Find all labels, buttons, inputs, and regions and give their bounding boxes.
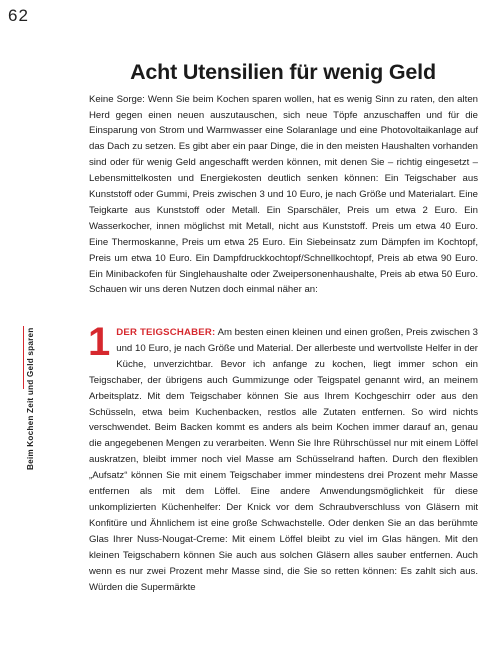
page-title: Acht Utensilien für wenig Geld <box>130 60 436 85</box>
section-keyword: DER TEIGSCHABER: <box>116 327 216 338</box>
side-accent-rule <box>23 326 24 389</box>
intro-paragraph: Keine Sorge: Wenn Sie beim Kochen sparen wollen, hat es wenig Sinn zu raten, den alten Herd gegen einen neuen auszutauschen, sich neue Töpfe anzuschaffen und für die Einsparung von Strom und Warmwasser eine Solaranlage und eine Photovoltaikanlage auf das Dach zu setzen. Es gibt aber ein paar Dinge, die in den meisten Haushalten vorhanden sind oder für wenig Geld angeschafft werden können, mit denen Sie – richtig eingesetzt – Lebensmittelkosten und Energiekosten deutlich senken können: Ein Teigschaber aus Kunststoff oder Gummi, Preis zwischen 3 und 10 Euro, je nach Größe und Materialart. Eine Teigkarte aus Kunststoff oder Metall. Ein Sparschäler, Preis um etwa 2 Euro. Ein Wasserkocher, innen möglichst mit Metall, nicht aus Kunststoff. Preis um etwa 40 Euro. Eine Thermoskanne, Preis um etwa 25 Euro. Ein Siebeinsatz zum Dämpfen im Kochtopf, Preis um etwa 10 Euro. Ein Dampfdruckkochtopf/Schnellkochtopf, Preis ab etwa 90 Euro. Ein Minibackofen für Singlehaushalte oder Zweipersonenhaushalte, Preis ab etwa 50 Euro. Schauen wir uns deren Nutzen doch einmal näher an: <box>89 93 478 296</box>
page-number: 62 <box>8 6 29 25</box>
chapter-side-label: Beim Kochen Zeit und Geld sparen <box>26 327 35 470</box>
section-number-dropcap: 1 <box>88 320 111 364</box>
section-text: Am besten einen kleinen und einen großen, Preis zwischen 3 und 10 Euro, je nach Größe und Material. Der allerbeste und wertvollste Helfer in der Küche, unverzichtbar. Bevor ich anfange zu kochen, liegt immer schon ein Teigschaber, der übrigens auch Gummizunge oder Teigspatel genannt wird, an meinem Arbeitsplatz. Mit dem Teigschaber können Sie aus Ihrem Kochgeschirr oder aus den Schüsseln, etwa beim Kuchenbacken, restlos alle Zutaten entfernen. So wird nichts verschwendet. Beim Backen kommt es anders als beim Kochen immer darauf an, genau die angegebenen Mengen zu verarbeiten. Wenn Sie Ihre Rührschüssel nur mit einem Löffel auskratzen, bleibt immer noch viel Masse am Schüsselrand haften. Durch den flexiblen „Aufsatz“ können Sie mit einem Teigschaber immer mindestens drei Prozent mehr Masse entfernen als mit dem Löffel. Eine andere Anwendungsmöglichkeit für diese unkomplizierten Küchenhelfer: Der Knick vor dem Schraubverschluss von Gläsern mit Konfitüre und Ähnlichem ist eine große Schwachstelle. Oder denken Sie an das berühmte Glas Ihrer Nuss-Nougat-Creme: Mit einem Löffel bleibt zu viel im Glas hängen. Mit den kleinen Teigschabern können Sie auch aus solchen Gläsern alles sauber entfernen. Auch wenn es nur zwei Prozent mehr Masse sind, die Sie so retten können: Es zahlt sich aus. Würden die Supermärkte <box>89 327 478 593</box>
section-teigschaber <box>88 320 478 595</box>
